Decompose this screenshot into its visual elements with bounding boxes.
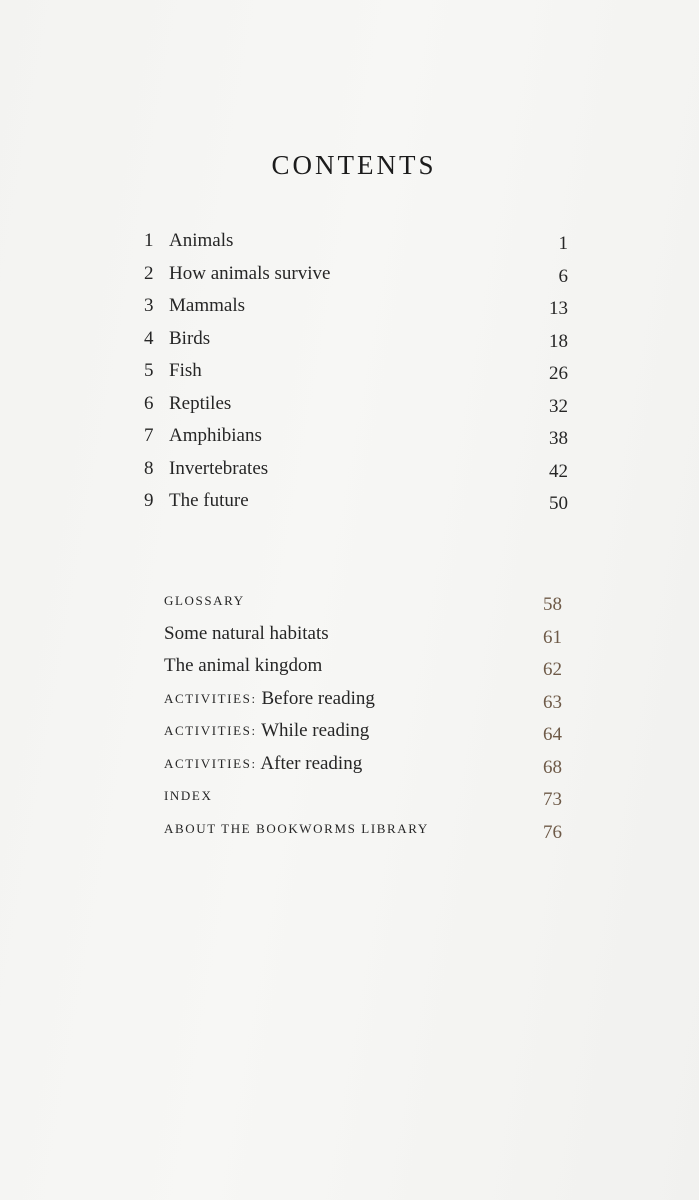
page-number: 50 [549,493,568,514]
page-number: 62 [543,659,562,680]
toc-row [164,720,562,753]
page-number: 73 [543,789,562,810]
toc-row [164,590,562,623]
chapter-number: 8 [144,457,154,479]
small-caps-label: ACTIVITIES: [164,755,257,771]
small-caps-label: GLOSSARY [164,593,245,608]
toc-row [164,655,562,688]
toc-row [144,490,568,523]
chapter-title: Birds [169,327,211,349]
page-number: 32 [549,395,568,417]
entry-title: Before reading [261,687,375,709]
small-caps-label: ACTIVITIES: [164,690,257,706]
chapter-number: 7 [144,425,154,446]
toc-row [144,425,568,458]
chapter-title: The future [169,490,249,511]
toc-row [164,623,562,656]
chapter-title: Amphibians [169,425,262,446]
page-number: 58 [543,594,562,615]
entry-title: After reading [260,752,363,774]
small-caps-label: ACTIVITIES: [164,723,257,738]
page-number: 38 [549,428,568,449]
page-title: CONTENTS [271,150,437,180]
toc-row [144,393,568,426]
chapter-number: 3 [144,295,154,316]
chapter-title: Invertebrates [169,457,269,479]
page-number: 42 [549,460,568,482]
toc-row [164,818,562,851]
back-matter-list [164,590,562,850]
page-number: 13 [549,298,568,319]
chapter-title: How animals survive [169,262,331,284]
page-number: 6 [558,265,568,287]
entry-title: While reading [261,720,370,741]
page-number: 63 [543,691,562,713]
page-number: 26 [549,363,568,384]
toc-row [144,458,568,491]
chapter-number: 2 [144,262,154,284]
chapter-title: Reptiles [169,392,232,414]
toc-row [164,753,562,786]
chapter-number: 6 [144,392,154,414]
page-number: 1 [558,233,568,254]
page-number: 18 [549,330,568,352]
chapter-number: 5 [144,360,154,381]
entry-title: Some natural habitats [164,622,329,644]
small-caps-label: INDEX [164,788,213,803]
page-number: 76 [543,821,562,843]
page-number: 64 [543,724,562,745]
chapter-number: 4 [144,327,154,349]
small-caps-label: ABOUT THE BOOKWORMS LIBRARY [164,820,429,836]
toc-row [144,295,568,328]
toc-row [144,360,568,393]
chapter-title: Mammals [169,295,245,316]
toc-row [144,328,568,361]
toc-row [144,263,568,296]
toc-row [164,688,562,721]
toc-row [144,230,568,263]
chapter-title: Fish [169,360,202,381]
toc-row [164,785,562,818]
chapter-number: 9 [144,490,154,511]
page-number: 61 [543,626,562,648]
page-number: 68 [543,756,562,778]
chapter-number: 1 [144,230,154,251]
chapter-list [144,230,568,523]
chapter-title: Animals [169,230,234,251]
entry-title: The animal kingdom [164,655,323,676]
